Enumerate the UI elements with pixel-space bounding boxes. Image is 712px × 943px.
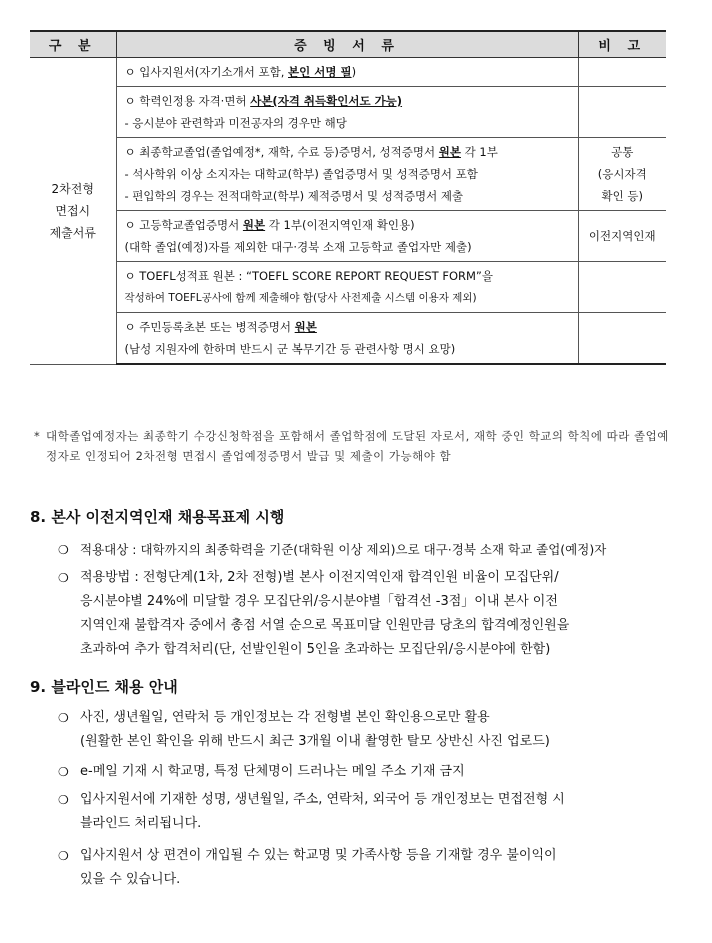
category-line: 2차전형 [51, 181, 94, 196]
remarks-cell [578, 262, 666, 313]
document-line: ㅇ 학력인정용 자격·면허 사본(자격 취득확인서도 가능) [124, 94, 403, 108]
item-line: 있을 수 있습니다. [80, 872, 181, 887]
documents-cell [116, 262, 578, 313]
category-cell [30, 58, 116, 365]
circle-bullet-icon: ❍ [58, 711, 69, 725]
required-documents-table [30, 30, 666, 365]
table-row [30, 313, 666, 365]
circle-bullet-icon: ❍ [58, 571, 69, 585]
document-line: 작성하여 TOEFL공사에 함께 제출해야 함(당사 사전제출 시스템 이용자 제외) [124, 292, 477, 304]
documents-cell [116, 313, 578, 365]
remarks-line: (응시자격 [597, 167, 647, 181]
section-9-item [58, 844, 688, 892]
documents-cell [116, 211, 578, 262]
documents-cell [116, 87, 578, 138]
remarks-cell [578, 87, 666, 138]
remarks-common-cell [578, 138, 666, 211]
item-line: 입사지원서에 기재한 성명, 생년월일, 주소, 연락처, 외국어 등 개인정보는 면접전형 시 [80, 792, 565, 807]
item-line: 사진, 생년월일, 연락처 등 개인정보는 각 전형별 본인 확인용으로만 활용 [80, 710, 490, 725]
footnote-marker: * [34, 429, 41, 443]
circle-bullet-icon: ❍ [58, 793, 69, 807]
item-line: 초과하여 추가 합격처리(단, 선발인원이 5인을 초과하는 모집단위/응시분야에 한함) [80, 642, 551, 657]
document-line: ㅇ 고등학교졸업증명서 원본 각 1부(이전지역인재 확인용) [124, 218, 415, 232]
circle-bullet-icon: ❍ [58, 849, 69, 863]
documents-cell [116, 138, 578, 211]
table-row [30, 211, 666, 262]
table-row [30, 58, 666, 87]
item-line: e-메일 기재 시 학교명, 특정 단체명이 드러나는 메일 주소 기재 금지 [80, 764, 465, 779]
header-documents: 증 빙 서 류 [116, 31, 578, 58]
document-line: ㅇ TOEFL성적표 원본 : “TOEFL SCORE REPORT REQUEST FORM”을 [124, 269, 493, 283]
documents-cell [116, 58, 578, 87]
remarks-line: 공통 [611, 145, 634, 159]
category-line: 제출서류 [49, 225, 96, 240]
document-line: (대학 졸업(예정)자를 제외한 대구·경북 소재 고등학교 졸업자만 제출) [124, 240, 472, 254]
section-8-item [58, 538, 688, 562]
document-line: - 석사학위 이상 소지자는 대학교(학부) 졸업증명서 및 성적증명서 포함 [124, 167, 478, 181]
footnote [34, 426, 674, 466]
item-line: 입사지원서 상 편견이 개입될 수 있는 학교명 및 가족사항 등을 기재할 경우 불이익이 [80, 848, 557, 863]
table-row [30, 138, 666, 211]
document-line: - 편입학의 경우는 전적대학교(학부) 제적증명서 및 성적증명서 제출 [124, 189, 464, 203]
table-row [30, 262, 666, 313]
item-line: 응시분야별 24%에 미달할 경우 모집단위/응시분야별「합격선 -3점」이내 본사 이전 [80, 594, 558, 609]
remarks-line: 확인 등) [601, 189, 643, 203]
remarks-local-cell: 이전지역인재 [578, 211, 666, 262]
item-line: (원활한 본인 확인을 위해 반드시 최근 3개월 이내 촬영한 탈모 상반신 사진 업로드) [80, 734, 550, 749]
section-9-title: 9. 블라인드 채용 안내 [30, 678, 178, 696]
header-category: 구 분 [30, 31, 116, 58]
document-line: ㅇ 최종학교졸업(졸업예정*, 재학, 수료 등)증명서, 성적증명서 원본 각 1부 [124, 145, 498, 159]
section-8-item [58, 566, 688, 662]
item-line: 적용방법 : 전형단계(1차, 2차 전형)별 본사 이전지역인재 합격인원 비율이 모집단위/ [80, 570, 559, 585]
circle-bullet-icon: ❍ [58, 543, 69, 557]
document-line: ㅇ 주민등록초본 또는 병적증명서 원본 [124, 320, 317, 334]
table-row [30, 87, 666, 138]
header-remarks: 비 고 [578, 31, 666, 58]
remarks-cell [578, 58, 666, 87]
section-9-item [58, 760, 688, 784]
document-line: ㅇ 입사지원서(자기소개서 포함, 본인 서명 필) [124, 65, 357, 79]
item-line: 블라인드 처리됩니다. [80, 816, 202, 831]
remarks-cell [578, 313, 666, 365]
footnote-text: 대학졸업예정자는 최종학기 수강신청학점을 포함해서 졸업학점에 도달된 자로서, 재학 중인 학교의 학칙에 따라 졸업예정자로 인정되어 2차전형 면접시 졸업예정증명서 발급 및 제출이 가능해야 함 [46, 429, 669, 463]
item-line: 지역인재 불합격자 중에서 총점 서열 순으로 목표미달 인원만큼 당초의 합격예정인원을 [80, 618, 570, 633]
circle-bullet-icon: ❍ [58, 765, 69, 779]
category-line: 면접시 [55, 203, 91, 218]
section-9-item [58, 788, 688, 836]
document-line: - 응시분야 관련학과 미전공자의 경우만 해당 [124, 116, 347, 130]
item-line: 적용대상 : 대학까지의 최종학력을 기준(대학원 이상 제외)으로 대구·경북 소재 학교 졸업(예정)자 [80, 542, 607, 557]
section-9-item [58, 706, 688, 754]
document-line: (남성 지원자에 한하며 반드시 군 복무기간 등 관련사항 명시 요망) [124, 342, 456, 356]
section-8-title: 8. 본사 이전지역인재 채용목표제 시행 [30, 508, 285, 526]
table-header-row [30, 31, 666, 58]
